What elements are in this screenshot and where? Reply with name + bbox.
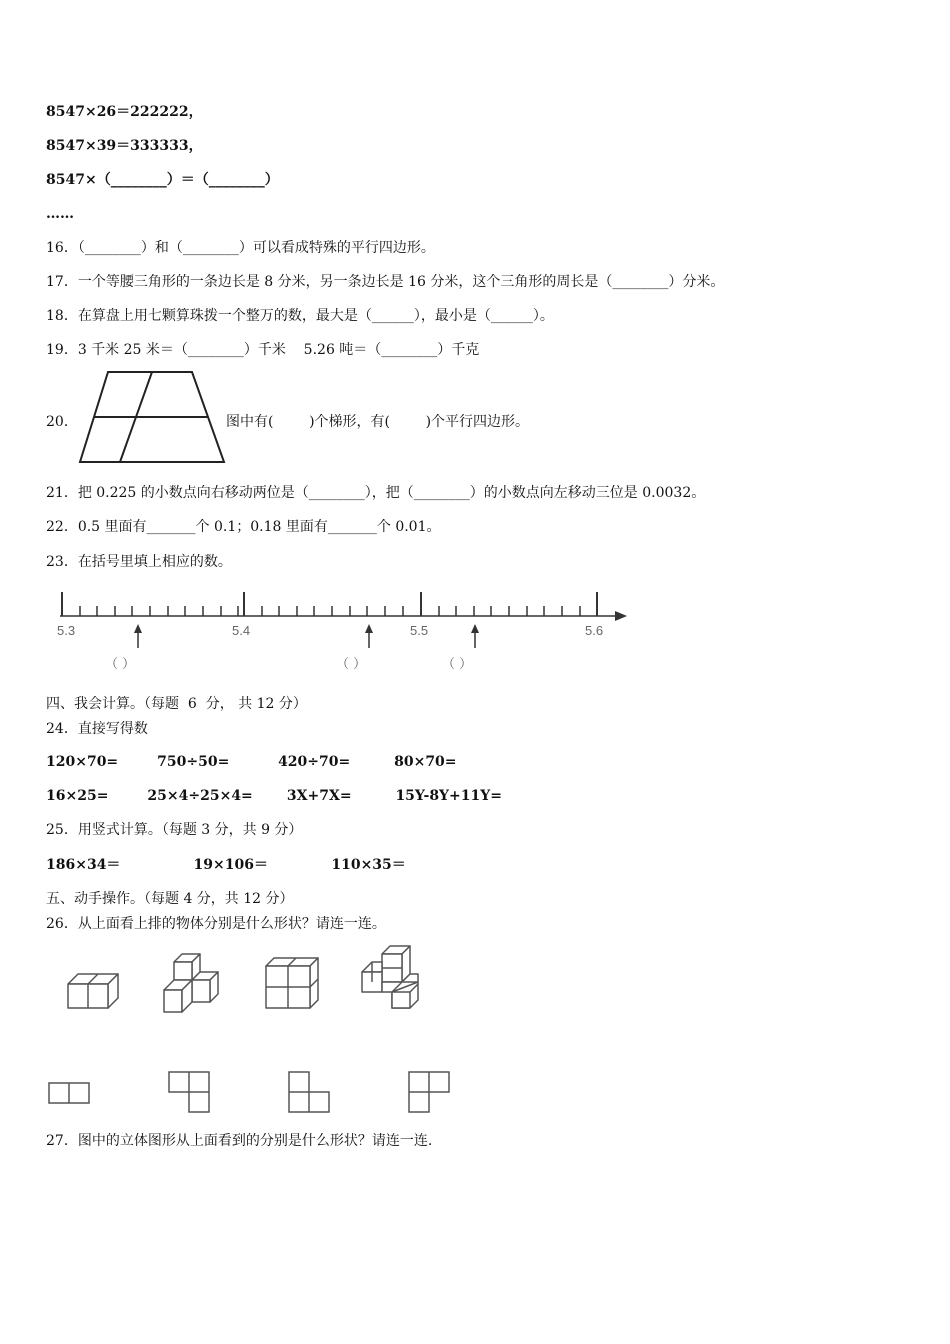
tick-label: 5.5	[410, 623, 429, 638]
top-view-shape-2	[166, 1069, 212, 1115]
question-27: 27．图中的立体图形从上面看到的分别是什么形状？请连一连.	[46, 1133, 433, 1149]
ellipsis-line: ……	[46, 206, 74, 222]
question-19: 19．3 千米 25 米＝（________）千米 5.26 吨＝（________）千克	[46, 342, 480, 358]
question-25: 25．用竖式计算。（每题 3 分，共 9 分）	[46, 822, 303, 838]
question-26: 26．从上面看上排的物体分别是什么形状？请连一连。	[46, 916, 386, 932]
calc-row-1: 120×70= 750÷50= 420÷70= 80×70=	[46, 754, 457, 770]
cube-figure-3	[262, 954, 322, 1010]
cube-figure-4	[356, 944, 426, 1012]
trapezoid-figure	[78, 370, 226, 464]
calc-row-3: 186×34＝ 19×106＝ 110×35＝	[46, 857, 406, 873]
answer-blank: （ ）	[442, 657, 473, 672]
question-16: 16．（________）和（________）可以看成特殊的平行四边形。	[46, 240, 435, 256]
tick-label: 5.4	[232, 623, 251, 638]
calc-row-2: 16×25= 25×4÷25×4= 3X+7X= 15Y-8Y+11Y=	[46, 788, 502, 804]
question-24: 24．直接写得数	[46, 721, 148, 737]
question-20-text: 图中有( )个梯形，有( )个平行四边形。	[226, 414, 530, 430]
section-4-heading: 四、我会计算。（每题 6 分， 共 12 分）	[46, 696, 307, 712]
top-view-shape-1	[46, 1080, 92, 1106]
question-23: 23．在括号里填上相应的数。	[46, 554, 232, 570]
answer-blank: （ ）	[336, 657, 367, 672]
equation-line-3: 8547×（________）＝（________）	[46, 172, 279, 188]
top-view-shape-3	[286, 1069, 332, 1115]
answer-blank: （ ）	[105, 657, 136, 672]
equation-line-2: 8547×39＝333333，	[46, 138, 203, 154]
question-21: 21．把 0.225 的小数点向右移动两位是（________），把（________）的小数点向左移动三位是 0.0032。	[46, 485, 706, 501]
top-view-shape-4	[406, 1069, 452, 1115]
equation-line-1: 8547×26＝222222，	[46, 104, 203, 120]
number-line	[55, 586, 645, 678]
question-17: 17．一个等腰三角形的一条边长是 8 分米，另一条边长是 16 分米，这个三角形的周长是（________）分米。	[46, 274, 725, 290]
cube-figure-2	[160, 952, 226, 1014]
tick-label: 5.6	[585, 623, 604, 638]
question-22: 22．0.5 里面有_______个 0.1；0.18 里面有_______个 0.01。	[46, 519, 441, 535]
cube-figure-1	[66, 966, 124, 1012]
tick-label: 5.3	[57, 623, 76, 638]
question-18: 18．在算盘上用七颗算珠拨一个整万的数，最大是（______），最小是（______）。	[46, 308, 554, 324]
question-20-number: 20．	[46, 414, 78, 430]
section-5-heading: 五、动手操作。（每题 4 分，共 12 分）	[46, 891, 294, 907]
